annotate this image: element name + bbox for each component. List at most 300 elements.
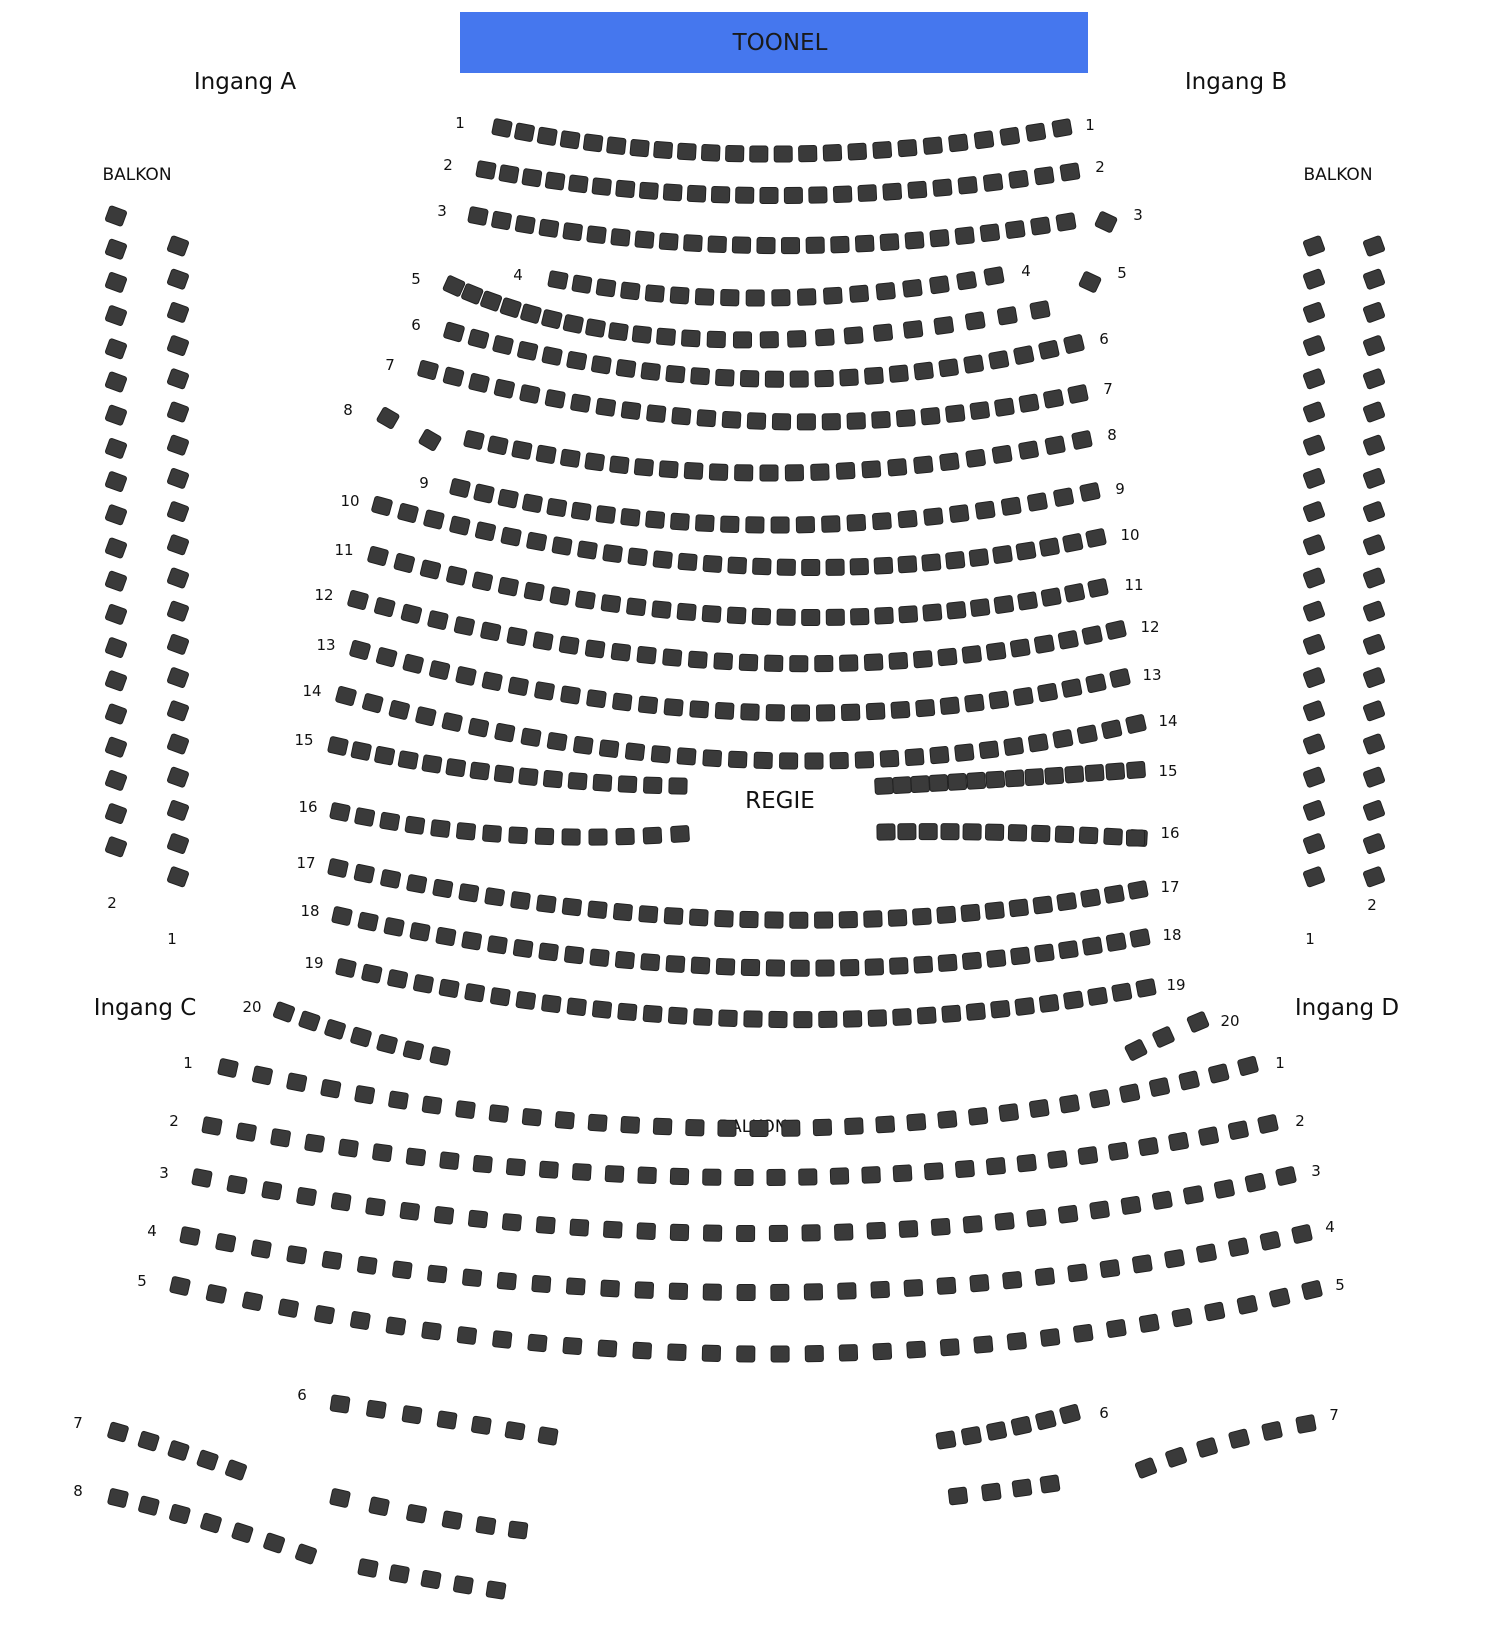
balkon-rear-row-3-seat-16[interactable]: [703, 1225, 721, 1241]
balkon-rear-row-4-seat-1[interactable]: [180, 1226, 201, 1245]
row-5-seat-right-extra[interactable]: [1078, 271, 1101, 293]
balkon-left-row-2-seat-1[interactable]: [105, 205, 127, 226]
balkon-rear-row-5-seat-26[interactable]: [1040, 1328, 1060, 1346]
row-19-seat-28[interactable]: [1015, 997, 1035, 1015]
row-13-seat-1[interactable]: [349, 640, 371, 660]
row-5-seat-6[interactable]: [541, 309, 562, 329]
balkon-rear-row-8-mid-seat-4[interactable]: [442, 1511, 462, 1530]
row-6-seat-18[interactable]: [864, 367, 883, 384]
row-3-seat-22[interactable]: [980, 224, 1000, 242]
row-11-seat-3[interactable]: [420, 560, 441, 580]
row-19-seat-10[interactable]: [567, 998, 587, 1016]
balkon-rear-row-3-seat-29[interactable]: [1121, 1196, 1141, 1215]
row-12-seat-12[interactable]: [637, 646, 657, 664]
balkon-rear-row-4-seat-31[interactable]: [1196, 1244, 1217, 1263]
row-18-seat-23[interactable]: [889, 957, 908, 974]
row-15-right-seat-9[interactable]: [1025, 769, 1044, 786]
row-17-seat-6[interactable]: [459, 883, 479, 902]
balkon-right-row-2-seat-14[interactable]: [1303, 667, 1325, 688]
row-1-seat-13[interactable]: [774, 146, 792, 162]
row-14-seat-8[interactable]: [521, 728, 541, 747]
row-11-seat-6[interactable]: [498, 577, 519, 596]
balkon-rear-row-4-seat-7[interactable]: [392, 1261, 412, 1279]
row-10-seat-6[interactable]: [501, 527, 522, 546]
row-20-left-seat-7[interactable]: [430, 1046, 451, 1065]
row-2-seat-13[interactable]: [760, 187, 778, 203]
row-17-seat-26[interactable]: [961, 904, 980, 922]
row-15-right-seat-10[interactable]: [1045, 767, 1064, 784]
row-15-right-seat-7[interactable]: [986, 771, 1005, 788]
row-14-seat-4[interactable]: [415, 706, 436, 726]
balkon-rear-row-1-seat-19[interactable]: [813, 1119, 832, 1136]
balkon-left-row-1-seat-8[interactable]: [167, 468, 189, 489]
balkon-rear-row-2-seat-29[interactable]: [1108, 1142, 1128, 1160]
row-15-right-seat-8[interactable]: [1005, 770, 1024, 787]
row-7-seat-1[interactable]: [417, 360, 439, 380]
row-18-seat-5[interactable]: [436, 927, 456, 946]
row-20-left-seat-4[interactable]: [350, 1027, 372, 1047]
balkon-left-row-1-seat-3[interactable]: [167, 302, 189, 323]
row-20-left-seat-6[interactable]: [403, 1041, 424, 1061]
row-14-seat-29[interactable]: [1053, 729, 1074, 748]
balkon-rear-row-8-right-seat-2[interactable]: [981, 1483, 1001, 1501]
row-11-seat-20[interactable]: [850, 608, 868, 625]
row-12-seat-1[interactable]: [347, 590, 369, 610]
balkon-rear-row-5-seat-12[interactable]: [563, 1337, 582, 1354]
balkon-rear-row-1-seat-23[interactable]: [938, 1111, 957, 1129]
balkon-rear-row-3-seat-17[interactable]: [737, 1225, 755, 1241]
balkon-left-row-1-seat-16[interactable]: [167, 733, 189, 754]
row-15-left-seat-14[interactable]: [643, 777, 662, 794]
balkon-rear-row-5-seat-10[interactable]: [492, 1331, 512, 1349]
row-6-seat-26[interactable]: [1063, 334, 1084, 354]
balkon-rear-row-3-seat-30[interactable]: [1152, 1191, 1172, 1210]
balkon-rear-row-6-left-seat-2[interactable]: [366, 1400, 386, 1418]
row-14-seat-10[interactable]: [573, 736, 593, 754]
row-16-right-seat-3[interactable]: [919, 824, 937, 840]
balkon-right-row-2-seat-10[interactable]: [1303, 534, 1325, 555]
row-8-seat-2[interactable]: [487, 436, 508, 455]
row-16-right-seat-8[interactable]: [1032, 825, 1051, 842]
row-16-right-seat-4[interactable]: [941, 824, 959, 840]
row-15-right-seat-3[interactable]: [911, 776, 930, 793]
row-17-seat-30[interactable]: [1057, 892, 1077, 910]
balkon-right-row-2-seat-8[interactable]: [1303, 468, 1325, 489]
row-14-seat-32[interactable]: [1125, 714, 1146, 734]
balkon-rear-row-2-seat-19[interactable]: [799, 1169, 817, 1185]
row-18-seat-26[interactable]: [962, 952, 981, 970]
row-5-seat-3[interactable]: [480, 291, 502, 312]
row-10-seat-17[interactable]: [777, 559, 795, 575]
row-10-seat-24[interactable]: [945, 551, 965, 569]
row-7-seat-13[interactable]: [722, 411, 741, 428]
row-14-seat-26[interactable]: [979, 741, 999, 759]
row-12-seat-23[interactable]: [913, 651, 932, 668]
row-13-seat-11[interactable]: [612, 693, 632, 711]
row-8-seat-12[interactable]: [735, 465, 753, 481]
row-17-seat-21[interactable]: [839, 911, 857, 927]
balkon-left-row-1-seat-9[interactable]: [167, 501, 189, 522]
row-11-seat-8[interactable]: [550, 587, 570, 606]
balkon-right-row-1-seat-6[interactable]: [1363, 401, 1385, 422]
balkon-rear-row-5-seat-21[interactable]: [873, 1343, 892, 1360]
row-10-seat-4[interactable]: [449, 516, 470, 536]
balkon-left-row-2-seat-17[interactable]: [105, 737, 127, 758]
row-12-seat-9[interactable]: [559, 636, 579, 655]
row-3-seat-18[interactable]: [880, 234, 899, 251]
row-1-seat-19[interactable]: [923, 137, 943, 155]
row-13-seat-21[interactable]: [866, 703, 885, 720]
row-2-seat-23[interactable]: [1009, 170, 1029, 188]
row-5-seat-9[interactable]: [608, 322, 628, 340]
balkon-rear-row-1-seat-17[interactable]: [750, 1120, 768, 1136]
balkon-rear-row-1-seat-7[interactable]: [422, 1096, 442, 1114]
row-12-seat-16[interactable]: [739, 654, 758, 671]
row-11-seat-27[interactable]: [1017, 592, 1037, 611]
balkon-right-row-1-seat-18[interactable]: [1363, 800, 1385, 821]
row-8-seat-23[interactable]: [1018, 441, 1038, 460]
row-2-seat-7[interactable]: [616, 180, 635, 198]
row-14-seat-15[interactable]: [703, 750, 722, 767]
balkon-rear-row-8-left-seat-7[interactable]: [295, 1543, 317, 1564]
row-8-seat-16[interactable]: [836, 462, 855, 479]
balkon-rear-row-3-seat-12[interactable]: [570, 1219, 589, 1236]
balkon-left-row-2-seat-7[interactable]: [105, 405, 127, 426]
row-5-seat-18[interactable]: [844, 327, 863, 344]
balkon-rear-row-1-seat-21[interactable]: [876, 1116, 895, 1133]
row-19-seat-13[interactable]: [643, 1005, 662, 1022]
row-16-right-seat-9[interactable]: [1055, 826, 1074, 843]
balkon-left-row-2-seat-20[interactable]: [105, 836, 127, 857]
balkon-rear-row-3-seat-6[interactable]: [365, 1198, 385, 1216]
row-17-seat-18[interactable]: [765, 912, 783, 928]
balkon-rear-row-4-seat-23[interactable]: [937, 1277, 956, 1294]
row-20-right-seat-3[interactable]: [1187, 1011, 1210, 1033]
row-11-seat-24[interactable]: [947, 601, 967, 619]
row-16-left-seat-11[interactable]: [589, 829, 607, 845]
row-5-seat-13[interactable]: [707, 331, 725, 347]
balkon-rear-row-3-seat-28[interactable]: [1090, 1201, 1110, 1219]
balkon-rear-row-1-seat-25[interactable]: [999, 1104, 1019, 1122]
balkon-rear-row-2-seat-17[interactable]: [735, 1169, 753, 1185]
balkon-rear-row-8-left-seat-4[interactable]: [200, 1513, 222, 1533]
balkon-left-row-2-seat-13[interactable]: [105, 604, 127, 625]
balkon-rear-row-4-seat-20[interactable]: [838, 1283, 857, 1300]
balkon-right-row-1-seat-7[interactable]: [1363, 435, 1385, 456]
row-12-seat-19[interactable]: [815, 656, 833, 672]
row-18-seat-21[interactable]: [841, 959, 859, 975]
row-7-seat-21[interactable]: [921, 407, 940, 425]
row-13-seat-3[interactable]: [403, 654, 424, 674]
row-11-seat-30[interactable]: [1088, 578, 1109, 597]
row-13-seat-13[interactable]: [664, 699, 683, 716]
balkon-left-row-1-seat-20[interactable]: [167, 866, 189, 887]
row-1-seat-8[interactable]: [654, 141, 673, 158]
row-15-right-seat-5[interactable]: [948, 773, 967, 790]
balkon-left-row-2-seat-10[interactable]: [105, 504, 127, 525]
row-11-seat-19[interactable]: [826, 609, 844, 625]
row-6-seat-10[interactable]: [666, 365, 685, 383]
balkon-rear-row-2-seat-21[interactable]: [862, 1167, 881, 1184]
row-5-seat-5[interactable]: [520, 304, 542, 324]
row-17-seat-19[interactable]: [790, 912, 808, 928]
row-17-seat-16[interactable]: [715, 910, 734, 927]
row-19-seat-24[interactable]: [917, 1007, 936, 1024]
row-12-seat-21[interactable]: [864, 654, 883, 671]
row-3-seat-1[interactable]: [468, 206, 489, 225]
row-15-right-seat-13[interactable]: [1106, 763, 1125, 780]
row-14-seat-12[interactable]: [625, 743, 645, 761]
row-18-seat-25[interactable]: [938, 954, 957, 971]
balkon-rear-row-3-seat-8[interactable]: [434, 1206, 454, 1224]
row-8-seat-4[interactable]: [536, 445, 556, 464]
row-12-seat-3[interactable]: [401, 604, 422, 624]
row-9-seat-1[interactable]: [449, 478, 470, 498]
row-1-seat-4[interactable]: [560, 131, 580, 149]
row-17-seat-20[interactable]: [815, 912, 833, 928]
balkon-rear-row-3-seat-21[interactable]: [867, 1222, 886, 1239]
balkon-rear-row-1-seat-27[interactable]: [1059, 1095, 1079, 1114]
row-6-seat-3[interactable]: [492, 335, 513, 355]
balkon-rear-row-8-mid-b-seat-3[interactable]: [421, 1570, 441, 1589]
balkon-rear-row-4-seat-22[interactable]: [904, 1279, 923, 1296]
row-18-seat-6[interactable]: [462, 931, 482, 950]
row-17-seat-12[interactable]: [613, 903, 632, 921]
row-11-seat-23[interactable]: [923, 604, 942, 621]
row-8-seat-18[interactable]: [888, 459, 907, 477]
balkon-rear-row-2-seat-11[interactable]: [539, 1161, 558, 1178]
row-19-seat-6[interactable]: [465, 983, 485, 1002]
row-17-seat-28[interactable]: [1009, 899, 1029, 917]
row-1-seat-16[interactable]: [848, 143, 867, 160]
balkon-rear-row-2-seat-15[interactable]: [670, 1168, 688, 1184]
balkon-rear-row-3-seat-7[interactable]: [400, 1202, 420, 1220]
row-20-left-seat-1[interactable]: [273, 1001, 295, 1022]
balkon-rear-row-1-seat-12[interactable]: [588, 1114, 607, 1131]
row-17-seat-10[interactable]: [562, 898, 582, 916]
balkon-rear-row-6-right-seat-5[interactable]: [1035, 1410, 1056, 1430]
row-12-seat-27[interactable]: [1010, 639, 1030, 658]
balkon-rear-row-2-seat-18[interactable]: [767, 1169, 785, 1185]
balkon-left-row-2-seat-4[interactable]: [105, 305, 127, 326]
row-10-seat-11[interactable]: [628, 548, 648, 566]
row-12-seat-18[interactable]: [790, 656, 808, 672]
row-16-right-seat-7[interactable]: [1008, 825, 1026, 841]
balkon-right-row-1-seat-16[interactable]: [1363, 733, 1385, 754]
row-17-seat-5[interactable]: [433, 879, 453, 898]
row-8-seat-1[interactable]: [463, 430, 484, 450]
balkon-rear-row-3-seat-11[interactable]: [536, 1216, 555, 1233]
balkon-right-row-2-seat-6[interactable]: [1303, 401, 1325, 422]
balkon-right-row-1-seat-9[interactable]: [1363, 501, 1385, 522]
balkon-rear-row-6-left-seat-1[interactable]: [330, 1395, 350, 1413]
row-9-seat-20[interactable]: [924, 508, 944, 526]
balkon-right-row-1-seat-13[interactable]: [1363, 634, 1385, 655]
row-11-seat-15[interactable]: [727, 607, 746, 624]
row-18-seat-31[interactable]: [1082, 937, 1102, 956]
row-13-seat-8[interactable]: [534, 682, 554, 701]
balkon-right-row-1-seat-15[interactable]: [1363, 700, 1385, 721]
balkon-right-row-2-seat-16[interactable]: [1303, 733, 1325, 754]
row-6-seat-25[interactable]: [1038, 340, 1059, 360]
balkon-rear-row-4-seat-8[interactable]: [427, 1265, 447, 1283]
balkon-rear-row-7-right-seat-6[interactable]: [1296, 1414, 1317, 1433]
row-6-seat-20[interactable]: [914, 362, 934, 380]
balkon-rear-row-1-seat-30[interactable]: [1149, 1077, 1170, 1096]
row-7-seat-10[interactable]: [646, 405, 666, 423]
balkon-rear-row-2-seat-31[interactable]: [1168, 1132, 1189, 1151]
row-2-seat-10[interactable]: [687, 185, 706, 202]
row-15-left-seat-3[interactable]: [374, 746, 395, 765]
row-18-seat-12[interactable]: [615, 951, 634, 969]
row-12-seat-29[interactable]: [1058, 630, 1079, 649]
balkon-right-row-2-seat-19[interactable]: [1303, 833, 1325, 854]
balkon-rear-row-7-left-seat-3[interactable]: [167, 1440, 189, 1461]
row-11-seat-10[interactable]: [601, 594, 621, 612]
row-9-seat-21[interactable]: [949, 505, 969, 523]
row-5-seat-22[interactable]: [965, 312, 985, 331]
balkon-rear-row-2-seat-23[interactable]: [924, 1163, 943, 1180]
row-9-seat-7[interactable]: [596, 505, 616, 523]
row-8-seat-3[interactable]: [512, 441, 533, 460]
row-6-seat-19[interactable]: [889, 365, 908, 383]
row-2-seat-20[interactable]: [933, 179, 952, 197]
row-14-seat-23[interactable]: [905, 748, 924, 765]
balkon-rear-row-1-seat-1[interactable]: [217, 1058, 238, 1078]
row-16-left-seat-6[interactable]: [456, 822, 475, 840]
row-6-seat-2[interactable]: [468, 329, 490, 349]
row-20-right-seat-1[interactable]: [1124, 1039, 1147, 1061]
row-16-left-seat-12[interactable]: [616, 828, 634, 844]
row-3-seat-17[interactable]: [855, 235, 874, 252]
row-13-seat-31[interactable]: [1109, 668, 1130, 688]
row-14-seat-11[interactable]: [599, 740, 619, 758]
row-17-seat-1[interactable]: [328, 858, 349, 877]
balkon-rear-row-2-seat-2[interactable]: [236, 1123, 256, 1142]
balkon-rear-row-3-seat-15[interactable]: [670, 1224, 688, 1241]
balkon-left-row-1-seat-11[interactable]: [167, 567, 189, 588]
row-13-seat-16[interactable]: [741, 704, 760, 721]
balkon-rear-row-2-seat-7[interactable]: [406, 1148, 426, 1166]
row-6-seat-17[interactable]: [840, 369, 859, 386]
row-2-seat-6[interactable]: [592, 178, 612, 196]
row-15-left-seat-7[interactable]: [470, 762, 490, 780]
row-7-seat-5[interactable]: [519, 384, 540, 403]
row-11-seat-29[interactable]: [1064, 583, 1085, 602]
row-17-seat-3[interactable]: [380, 869, 401, 888]
balkon-rear-row-8-left-seat-2[interactable]: [138, 1496, 159, 1516]
row-12-seat-14[interactable]: [688, 651, 707, 668]
row-8-seat-7[interactable]: [609, 456, 629, 474]
balkon-rear-row-3-seat-27[interactable]: [1058, 1205, 1078, 1223]
row-10-seat-25[interactable]: [969, 549, 989, 567]
balkon-rear-row-3-seat-31[interactable]: [1183, 1185, 1204, 1204]
row-1-seat-21[interactable]: [974, 131, 994, 149]
balkon-rear-row-1-seat-14[interactable]: [653, 1118, 672, 1135]
balkon-rear-row-4-seat-11[interactable]: [532, 1275, 551, 1292]
row-18-seat-10[interactable]: [564, 946, 584, 964]
row-4-seat-16[interactable]: [929, 276, 949, 294]
row-14-seat-28[interactable]: [1028, 734, 1048, 753]
balkon-rear-row-4-seat-13[interactable]: [601, 1280, 620, 1297]
row-1-seat-6[interactable]: [606, 137, 626, 155]
row-5-seat-20[interactable]: [903, 320, 923, 338]
balkon-left-row-2-seat-9[interactable]: [105, 471, 127, 492]
row-16-right-b-seat-1[interactable]: [1127, 830, 1145, 846]
row-4-seat-11[interactable]: [797, 289, 816, 306]
row-11-seat-5[interactable]: [472, 572, 493, 591]
row-8-seat-left-a[interactable]: [376, 407, 400, 430]
balkon-rear-row-8-mid-seat-2[interactable]: [369, 1497, 390, 1516]
row-1-seat-12[interactable]: [750, 146, 768, 162]
row-3-seat-12[interactable]: [732, 237, 750, 253]
balkon-rear-row-3-seat-33[interactable]: [1245, 1173, 1266, 1192]
row-14-seat-20[interactable]: [830, 752, 848, 768]
row-9-seat-6[interactable]: [571, 502, 591, 520]
row-18-seat-9[interactable]: [539, 943, 559, 961]
row-18-seat-3[interactable]: [384, 917, 405, 936]
row-4-seat-7[interactable]: [695, 288, 714, 305]
balkon-rear-row-5-seat-25[interactable]: [1007, 1332, 1027, 1350]
row-8-seat-left-b[interactable]: [418, 429, 442, 452]
row-9-seat-19[interactable]: [898, 510, 917, 528]
balkon-left-row-1-seat-4[interactable]: [167, 335, 189, 356]
row-19-seat-16[interactable]: [719, 1010, 738, 1027]
balkon-rear-row-6-right-seat-2[interactable]: [961, 1426, 982, 1445]
row-7-seat-11[interactable]: [672, 407, 691, 425]
row-6-seat-1[interactable]: [443, 322, 465, 342]
row-3-seat-9[interactable]: [659, 233, 678, 250]
row-10-seat-30[interactable]: [1086, 528, 1107, 547]
row-15-left-seat-15[interactable]: [669, 778, 687, 794]
row-1-seat-17[interactable]: [873, 141, 892, 158]
row-12-seat-6[interactable]: [480, 622, 501, 641]
row-8-seat-15[interactable]: [811, 464, 830, 481]
balkon-rear-row-5-seat-2[interactable]: [206, 1284, 227, 1303]
balkon-rear-row-5-seat-3[interactable]: [242, 1292, 263, 1311]
row-5-seat-14[interactable]: [733, 332, 751, 348]
row-5-seat-10[interactable]: [632, 326, 652, 344]
row-3-seat-7[interactable]: [611, 229, 631, 247]
balkon-right-row-1-seat-11[interactable]: [1363, 567, 1385, 588]
row-14-seat-3[interactable]: [389, 700, 410, 720]
row-15-left-seat-11[interactable]: [568, 772, 587, 789]
row-13-seat-2[interactable]: [376, 647, 397, 667]
row-10-seat-28[interactable]: [1039, 538, 1060, 557]
balkon-rear-row-3-seat-9[interactable]: [468, 1210, 488, 1228]
row-9-seat-10[interactable]: [670, 513, 689, 530]
balkon-right-row-2-seat-11[interactable]: [1303, 567, 1325, 588]
balkon-right-row-2-seat-4[interactable]: [1303, 335, 1325, 356]
row-9-seat-12[interactable]: [721, 516, 740, 533]
row-6-seat-4[interactable]: [517, 341, 538, 361]
row-5-seat-12[interactable]: [681, 330, 700, 347]
row-11-seat-22[interactable]: [899, 606, 918, 623]
row-18-seat-24[interactable]: [914, 956, 933, 973]
balkon-rear-row-6-left-seat-4[interactable]: [437, 1411, 457, 1430]
balkon-rear-row-3-seat-23[interactable]: [931, 1218, 950, 1235]
row-11-seat-12[interactable]: [652, 601, 672, 619]
row-2-seat-4[interactable]: [545, 172, 565, 190]
row-18-seat-15[interactable]: [691, 957, 710, 974]
row-17-seat-29[interactable]: [1033, 896, 1053, 914]
balkon-rear-row-8-left-seat-1[interactable]: [107, 1488, 128, 1508]
row-6-seat-23[interactable]: [989, 350, 1010, 369]
row-2-seat-25[interactable]: [1060, 163, 1080, 182]
row-1-seat-22[interactable]: [1000, 127, 1020, 145]
balkon-rear-row-5-seat-20[interactable]: [839, 1345, 857, 1362]
row-14-seat-22[interactable]: [880, 750, 899, 767]
